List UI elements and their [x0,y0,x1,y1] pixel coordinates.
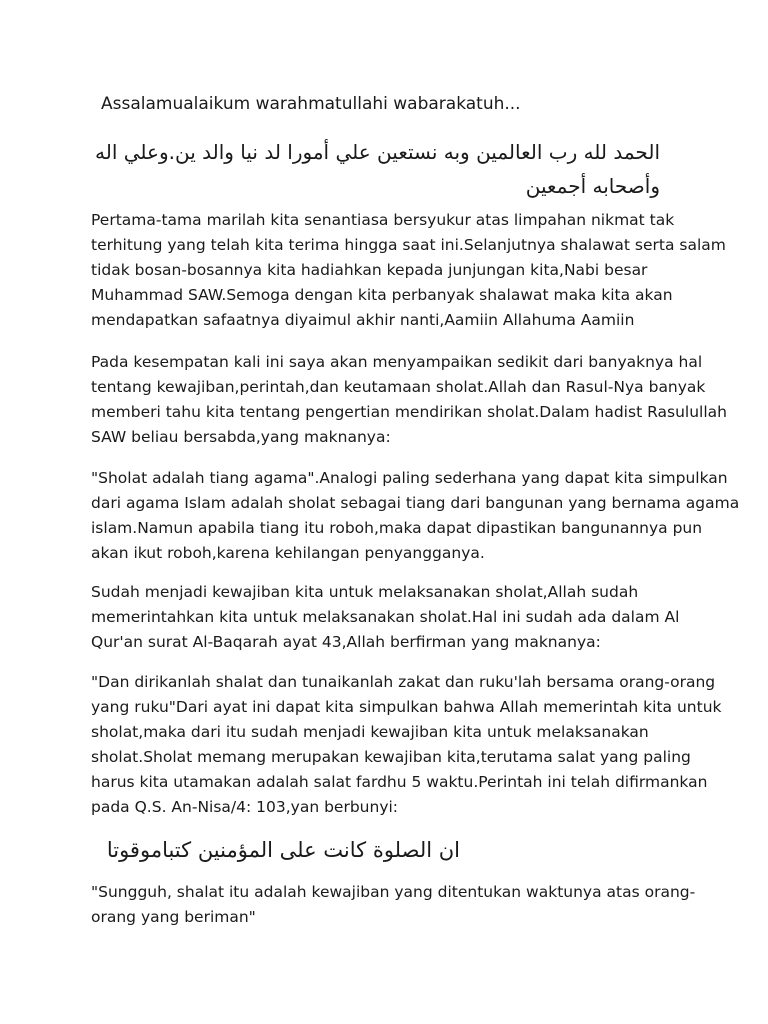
text-line: Muhammad SAW.Semoga dengan kita perbanyak shalawat maka kita akan [91,286,673,304]
text-line: pada Q.S. An-Nisa/4: 103,yan berbunyi: [91,798,399,816]
paragraph-obligation [91,580,691,655]
text-line: dari agama Islam adalah sholat sebagai tiang dari bangunan yang bernama agama [91,494,740,512]
paragraph-gratitude [91,208,726,333]
text-line: "Sungguh, shalat itu adalah kewajiban yang ditentukan waktunya atas orang- [91,883,696,901]
arabic-opening-prayer: الحمد لله رب العالمين وبه نستعين علي أمورا لد نيا والد ين.وعلي اله وأصحابه أجمعين [95,140,660,198]
text-line: Sudah menjadi kewajiban kita untuk melaksanakan sholat,Allah sudah [91,583,639,601]
text-line: islam.Namun apabila tiang itu roboh,maka dapat dipastikan bangunannya pun [91,519,703,537]
paragraph-pillar-of-religion [91,466,740,566]
paragraph-verse-translation [91,880,696,930]
greeting-text: Assalamualaikum warahmatullahi wabarakatuh... [101,94,521,114]
paragraph-introduction [91,350,727,450]
text-line: tidak bosan-bosannya kita hadiahkan kepada junjungan kita,Nabi besar [91,261,648,279]
text-line: mendapatkan safaatnya diyaimul akhir nanti,Aamiin Allahuma Aamiin [91,311,635,329]
text-line: "Sholat adalah tiang agama".Analogi paling sederhana yang dapat kita simpulkan [91,469,728,487]
text-line: Qur'an surat Al-Baqarah ayat 43,Allah berfirman yang maknanya: [91,633,601,651]
paragraph-verse-meaning [91,670,722,820]
text-line: orang yang beriman" [91,908,256,926]
text-line: yang ruku"Dari ayat ini dapat kita simpulkan bahwa Allah memerintah kita untuk [91,698,722,716]
text-line: tentang kewajiban,perintah,dan keutamaan sholat.Allah dan Rasul-Nya banyak [91,378,706,396]
text-line: "Dan dirikanlah shalat dan tunaikanlah zakat dan ruku'lah bersama orang-orang [91,673,716,691]
text-line: memberi tahu kita tentang pengertian mendirikan sholat.Dalam hadist Rasulullah [91,403,727,421]
text-line: akan ikut roboh,karena kehilangan penyangganya. [91,544,485,562]
text-line: memerintahkan kita untuk melaksanakan sholat.Hal ini sudah ada dalam Al [91,608,680,626]
text-line: sholat.Sholat memang merupakan kewajiban kita,terutama salat yang paling [91,748,691,766]
text-line: harus kita utamakan adalah salat fardhu 5 waktu.Perintah ini telah difirmankan [91,773,708,791]
text-line: SAW beliau bersabda,yang maknanya: [91,428,391,446]
text-line: Pertama-tama marilah kita senantiasa bersyukur atas limpahan nikmat tak [91,211,675,229]
text-line: terhitung yang telah kita terima hingga saat ini.Selanjutnya shalawat serta salam [91,236,726,254]
arabic-quran-verse: ان الصلوة كانت على المؤمنين كتباموقوتا [106,838,460,862]
text-line: sholat,maka dari itu sudah menjadi kewajiban kita untuk melaksanakan [91,723,649,741]
text-line: Pada kesempatan kali ini saya akan menyampaikan sedikit dari banyaknya hal [91,353,703,371]
